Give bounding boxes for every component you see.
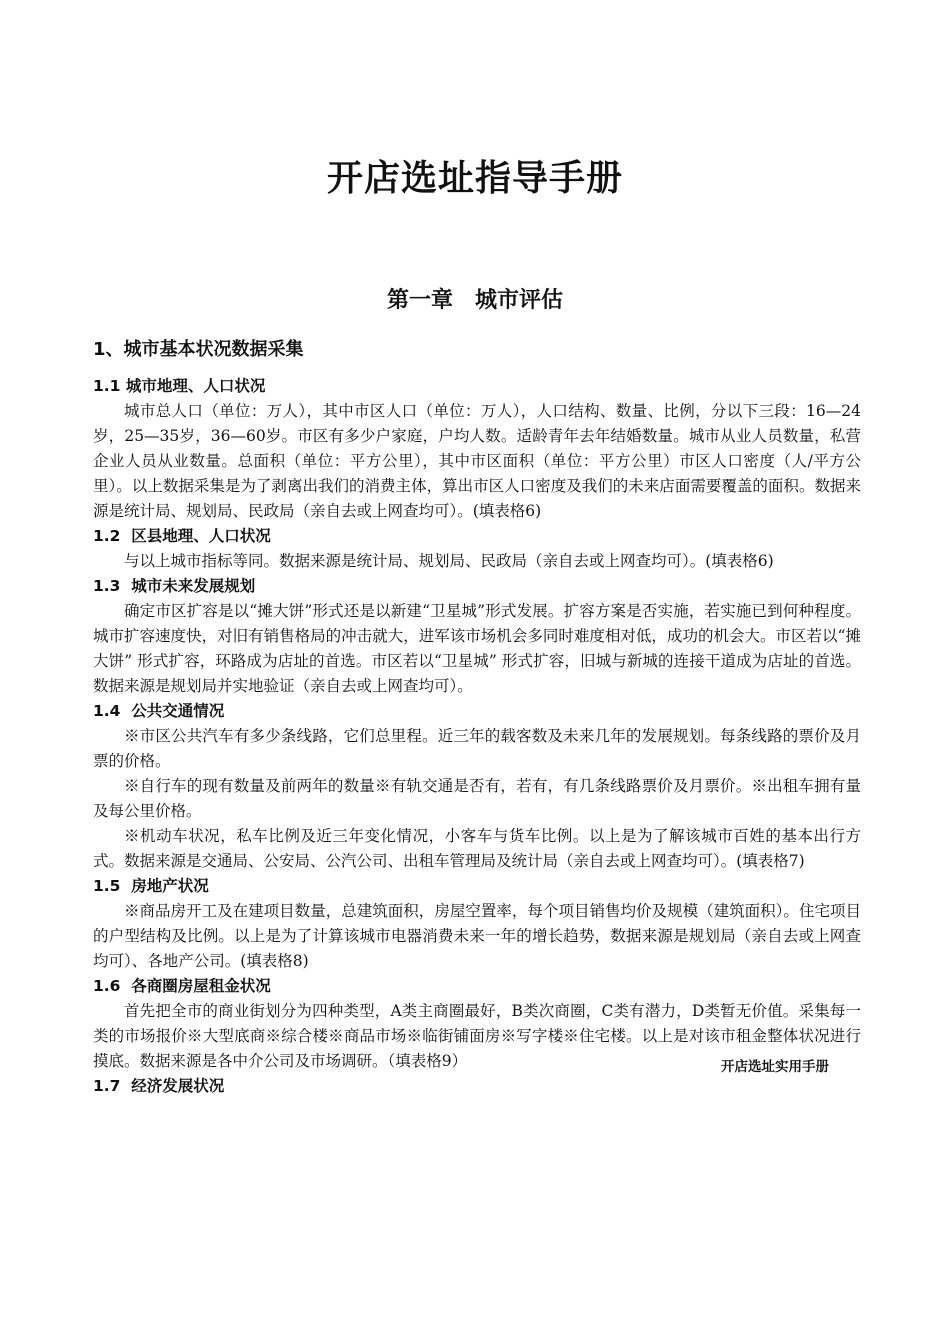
- subsection-1-3: [93, 574, 861, 699]
- paragraph: 首先把全市的商业街划分为四种类型，A类主商圈最好，B类次商圈，C类有潜力，D类暂无价值。采集每一类的市场报价※大型底商※综合楼※商品市场※临街铺面房※写字楼※住宅楼。以上是对该市租金整体状况进行摸底。数据来源是各中介公司及市场调研。（填表格9）: [93, 1002, 861, 1070]
- subsection-heading: 1.1 城市地理、人口状况: [93, 377, 266, 395]
- subsection-1-1: [93, 374, 861, 524]
- chapter-title: 第一章 城市评估: [386, 288, 563, 313]
- document-title: 开店选址指导手册: [326, 158, 623, 199]
- subsection-heading: 1.3 城市未来发展规划: [93, 577, 256, 595]
- subsection-heading: 1.7 经济发展状况: [93, 1077, 225, 1095]
- subsection-1-4: [93, 699, 861, 874]
- subsection-heading: 1.6 各商圈房屋租金状况: [93, 977, 271, 995]
- subsection-1-2: [93, 524, 861, 574]
- subsection-heading: 1.2 区县地理、人口状况: [93, 527, 271, 545]
- paragraph: 确定市区扩容是以“摊大饼”形式还是以新建“卫星城”形式发展。扩容方案是否实施，若实施已到何种程度。城市扩容速度快，对旧有销售格局的冲击就大，进军该市场机会多同时难度相对低，成功的机会大。市区若以“摊大饼” 形式扩容，环路成为店址的首选。市区若以“卫星城” 形式扩容，旧城与新城的连接干道成为店址的首选。数据来源是规划局并实地验证（亲自去或上网查均可）。: [93, 602, 861, 695]
- paragraph: ※市区公共汽车有多少条线路，它们总里程。近三年的载客数及未来几年的发展规划。每条线路的票价及月票的价格。: [93, 727, 861, 770]
- paragraph: 与以上城市指标等同。数据来源是统计局、规划局、民政局（亲自去或上网查均可）。(填表格6): [124, 552, 774, 570]
- paragraph: ※商品房开工及在建项目数量，总建筑面积，房屋空置率，每个项目销售均价及规模（建筑面积）。住宅项目的户型结构及比例。以上是为了计算该城市电器消费未来一年的增长趋势，数据来源是规划局（亲自去或上网查均可）、各地产公司。(填表格8): [93, 902, 861, 970]
- subsection-heading: 1.4 公共交通情况: [93, 702, 225, 720]
- floating-manual-label: 开店选址实用手册: [690, 1053, 860, 1081]
- subsection-1-5: [93, 874, 861, 974]
- paragraph: 城市总人口（单位：万人），其中市区人口（单位：万人），人口结构、数量、比例，分以下三段：16—24岁，25—35岁，36—60岁。市区有多少户家庭，户均人数。适龄青年去年结婚数量。城市从业人员数量，私营企业人员从业数量。总面积（单位：平方公里），其中市区面积（单位：平方公里）市区人口密度（人/平方公里）。以上数据采集是为了剥离出我们的消费主体，算出市区人口密度及我们的未来店面需要覆盖的面积。数据来源是统计局、规划局、民政局（亲自去或上网查均可）。(填表格6): [93, 402, 861, 520]
- section-heading: 1、城市基本状况数据采集: [93, 339, 304, 360]
- paragraph: ※自行车的现有数量及前两年的数量※有轨交通是否有，若有，有几条线路票价及月票价。※出租车拥有量及每公里价格。: [93, 777, 861, 820]
- subsection-heading: 1.5 房地产状况: [93, 877, 209, 895]
- paragraph: ※机动车状况，私车比例及近三年变化情况，小客车与货车比例。以上是为了解该城市百姓的基本出行方式。数据来源是交通局、公安局、公汽公司、出租车管理局及统计局（亲自去或上网查均可）。(填表格7): [93, 827, 861, 870]
- document-body: [93, 336, 861, 1099]
